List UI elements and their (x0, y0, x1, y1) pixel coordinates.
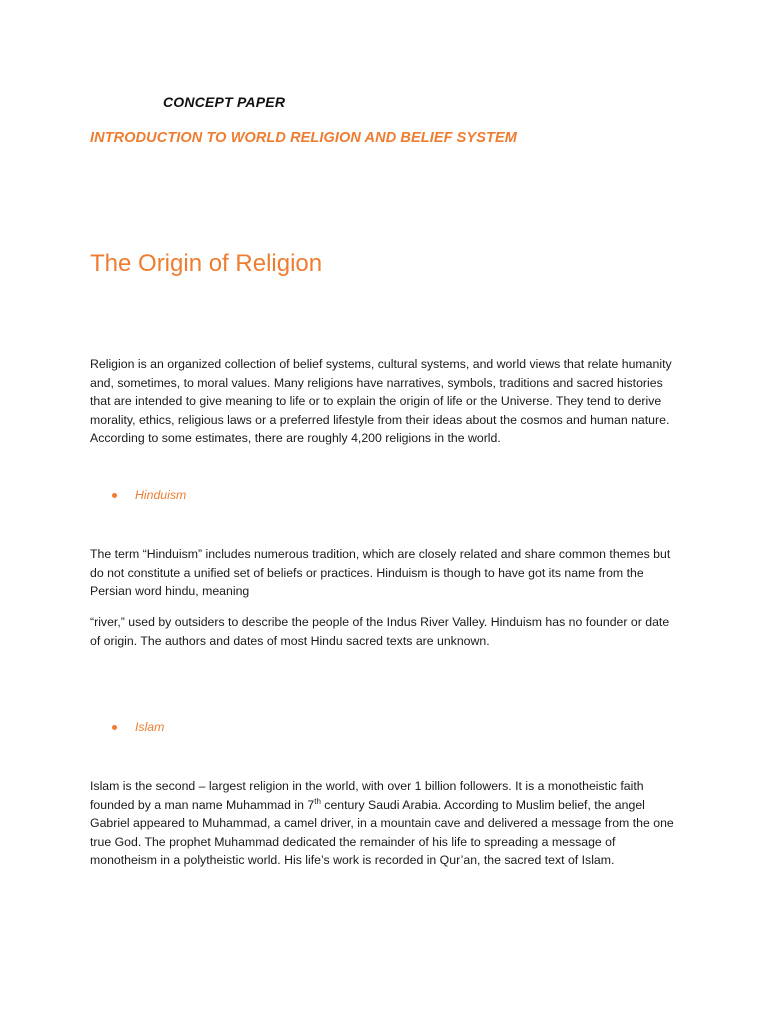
islam-bullet (112, 720, 164, 734)
islam-paragraph (90, 777, 682, 870)
islam-bullet-label: Islam (135, 720, 165, 734)
intro-paragraph: Religion is an organized collection of belief systems, cultural systems, and world views that relate humanity and, sometimes, to moral values. Many religions have narratives, symbols, traditions and sacred histories that are intended to give meaning to life or to explain the origin of life or the Universe. They tend to derive morality, ethics, religious laws or a preferred lifestyle from their ideas about the cosmos and human nature. According to some estimates, there are roughly 4,200 religions in the world. (90, 357, 672, 446)
hinduism-bullet (112, 488, 186, 502)
course-title: INTRODUCTION TO WORLD RELIGION AND BELIEF SYSTEM (90, 130, 517, 146)
hinduism-paragraph-2: “river,” used by outsiders to describe the people of the Indus River Valley. Hinduism has no founder or date of origin. The authors and dates of most Hindu sacred texts are unknown. (90, 615, 670, 648)
section-heading: The Origin of Religion (90, 250, 323, 277)
islam-text-part-1: Islam is the second – largest religion in the world, with over 1 billion followers. It is a monotheistic faith founded by a man name Muhammad in 7 (90, 779, 644, 812)
hinduism-paragraph-1: The term “Hinduism” includes numerous tradition, which are closely related and share common themes but do not constitute a unified set of beliefs or practices. Hinduism is though to have got its name from the Persian word hindu, meaning (90, 547, 671, 599)
bullet-dot-icon (112, 725, 117, 730)
concept-paper-label: CONCEPT PAPER (163, 94, 286, 110)
bullet-dot-icon (112, 493, 117, 498)
hinduism-bullet-label: Hinduism (135, 488, 187, 502)
islam-text-part-2: century Saudi Arabia. According to Muslim belief, the angel Gabriel appeared to Muhammad, a camel driver, in a mountain cave and delivered a message from the one true God. The prophet Muhammad dedicated the remainder of his life to spreading a message of monotheism in a polytheistic world. His life’s work is recorded in Qur’an, the sacred text of Islam. (90, 797, 674, 868)
ordinal-superscript: th (314, 796, 321, 806)
